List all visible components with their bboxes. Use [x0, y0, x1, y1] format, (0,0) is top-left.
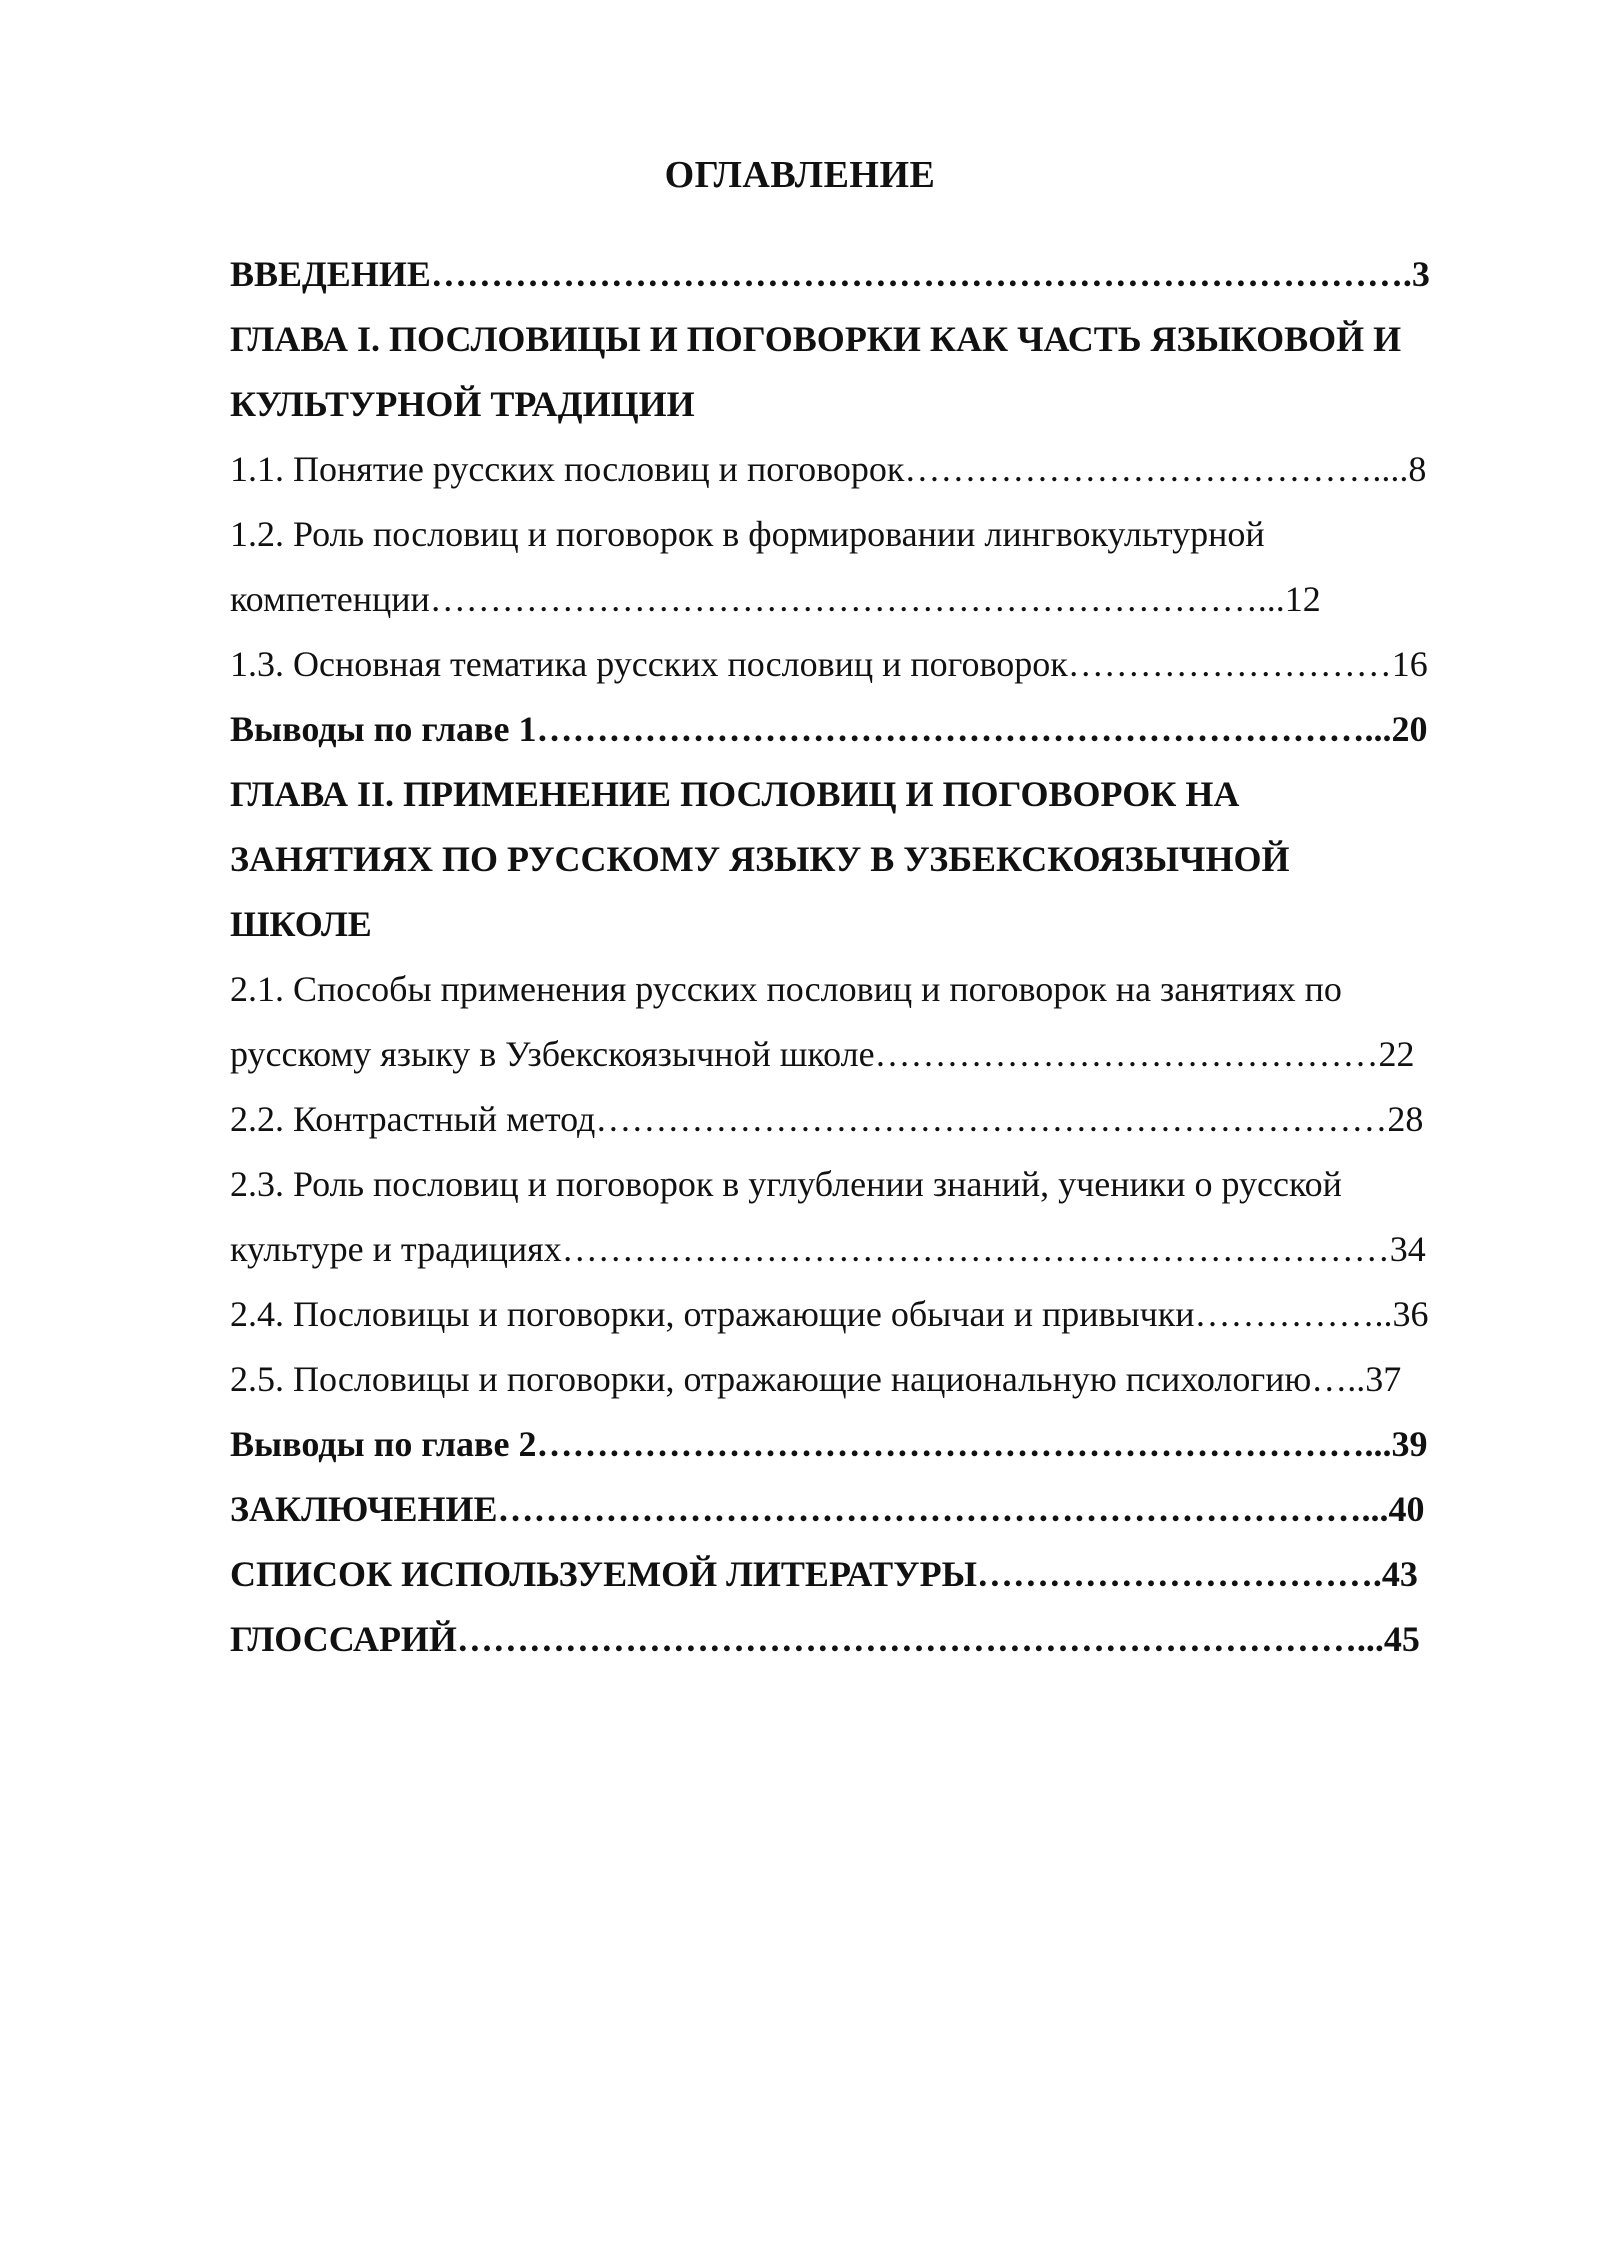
toc-line-glossary: ГЛОССАРИЙ…………………………………………………………………...45 [230, 1619, 1420, 1659]
toc-line-introduction: ВВЕДЕНИЕ……………………………………………………………………….3 [230, 254, 1430, 294]
table-of-contents [230, 242, 1500, 1672]
toc-line-section-2-5: 2.5. Пословицы и поговорки, отражающие национальную психологию…..37 [230, 1359, 1402, 1399]
toc-line-chapter-1-title-part-1: ГЛАВА I. ПОСЛОВИЦЫ И ПОГОВОРКИ КАК ЧАСТЬ ЯЗЫКОВОЙ И [230, 319, 1402, 359]
toc-line-section-2-1-part-2: русскому языку в Узбекскоязычной школе……………………………………22 [230, 1034, 1415, 1074]
toc-line-section-2-3-part-2: культуре и традициях……………………………………………………………34 [230, 1229, 1426, 1269]
toc-line-conclusions-chapter-2: Выводы по главе 2……………………………………………………………...39 [230, 1424, 1428, 1464]
toc-line-references: СПИСОК ИСПОЛЬЗУЕМОЙ ЛИТЕРАТУРЫ…………………………….43 [230, 1554, 1418, 1594]
toc-line-section-2-3-part-1: 2.3. Роль пословиц и поговорок в углублении знаний, ученики о русской [230, 1164, 1342, 1204]
toc-line-chapter-2-title-part-2: ЗАНЯТИЯХ ПО РУССКОМУ ЯЗЫКУ В УЗБЕКСКОЯЗЫЧНОЙ [230, 839, 1290, 879]
toc-line-section-1-2-part-2: компетенции……………………………………………………………...12 [230, 579, 1321, 619]
toc-line-chapter-2-title-part-3: ШКОЛЕ [230, 904, 372, 944]
toc-line-section-2-2: 2.2. Контрастный метод…………………………………………………………28 [230, 1099, 1424, 1139]
toc-line-section-1-1: 1.1. Понятие русских пословиц и поговорок…………………………………....8 [230, 449, 1427, 489]
toc-line-section-2-1-part-1: 2.1. Способы применения русских пословиц и поговорок на занятиях по [230, 969, 1342, 1009]
toc-line-conclusions-chapter-1: Выводы по главе 1……………………………………………………………...20 [230, 709, 1428, 749]
toc-line-section-1-2-part-1: 1.2. Роль пословиц и поговорок в формировании лингвокультурной [230, 514, 1265, 554]
toc-line-section-2-4: 2.4. Пословицы и поговорки, отражающие обычаи и привычки……………..36 [230, 1294, 1429, 1334]
toc-line-chapter-1-title-part-2: КУЛЬТУРНОЙ ТРАДИЦИИ [230, 384, 695, 424]
toc-title: ОГЛАВЛЕНИЕ [664, 154, 936, 196]
toc-line-chapter-2-title-part-1: ГЛАВА II. ПРИМЕНЕНИЕ ПОСЛОВИЦ И ПОГОВОРОК НА [230, 774, 1240, 814]
toc-line-conclusion: ЗАКЛЮЧЕНИЕ………………………………………………………………...40 [230, 1489, 1425, 1529]
toc-line-section-1-3: 1.3. Основная тематика русских пословиц и поговорок………………………16 [230, 644, 1428, 684]
